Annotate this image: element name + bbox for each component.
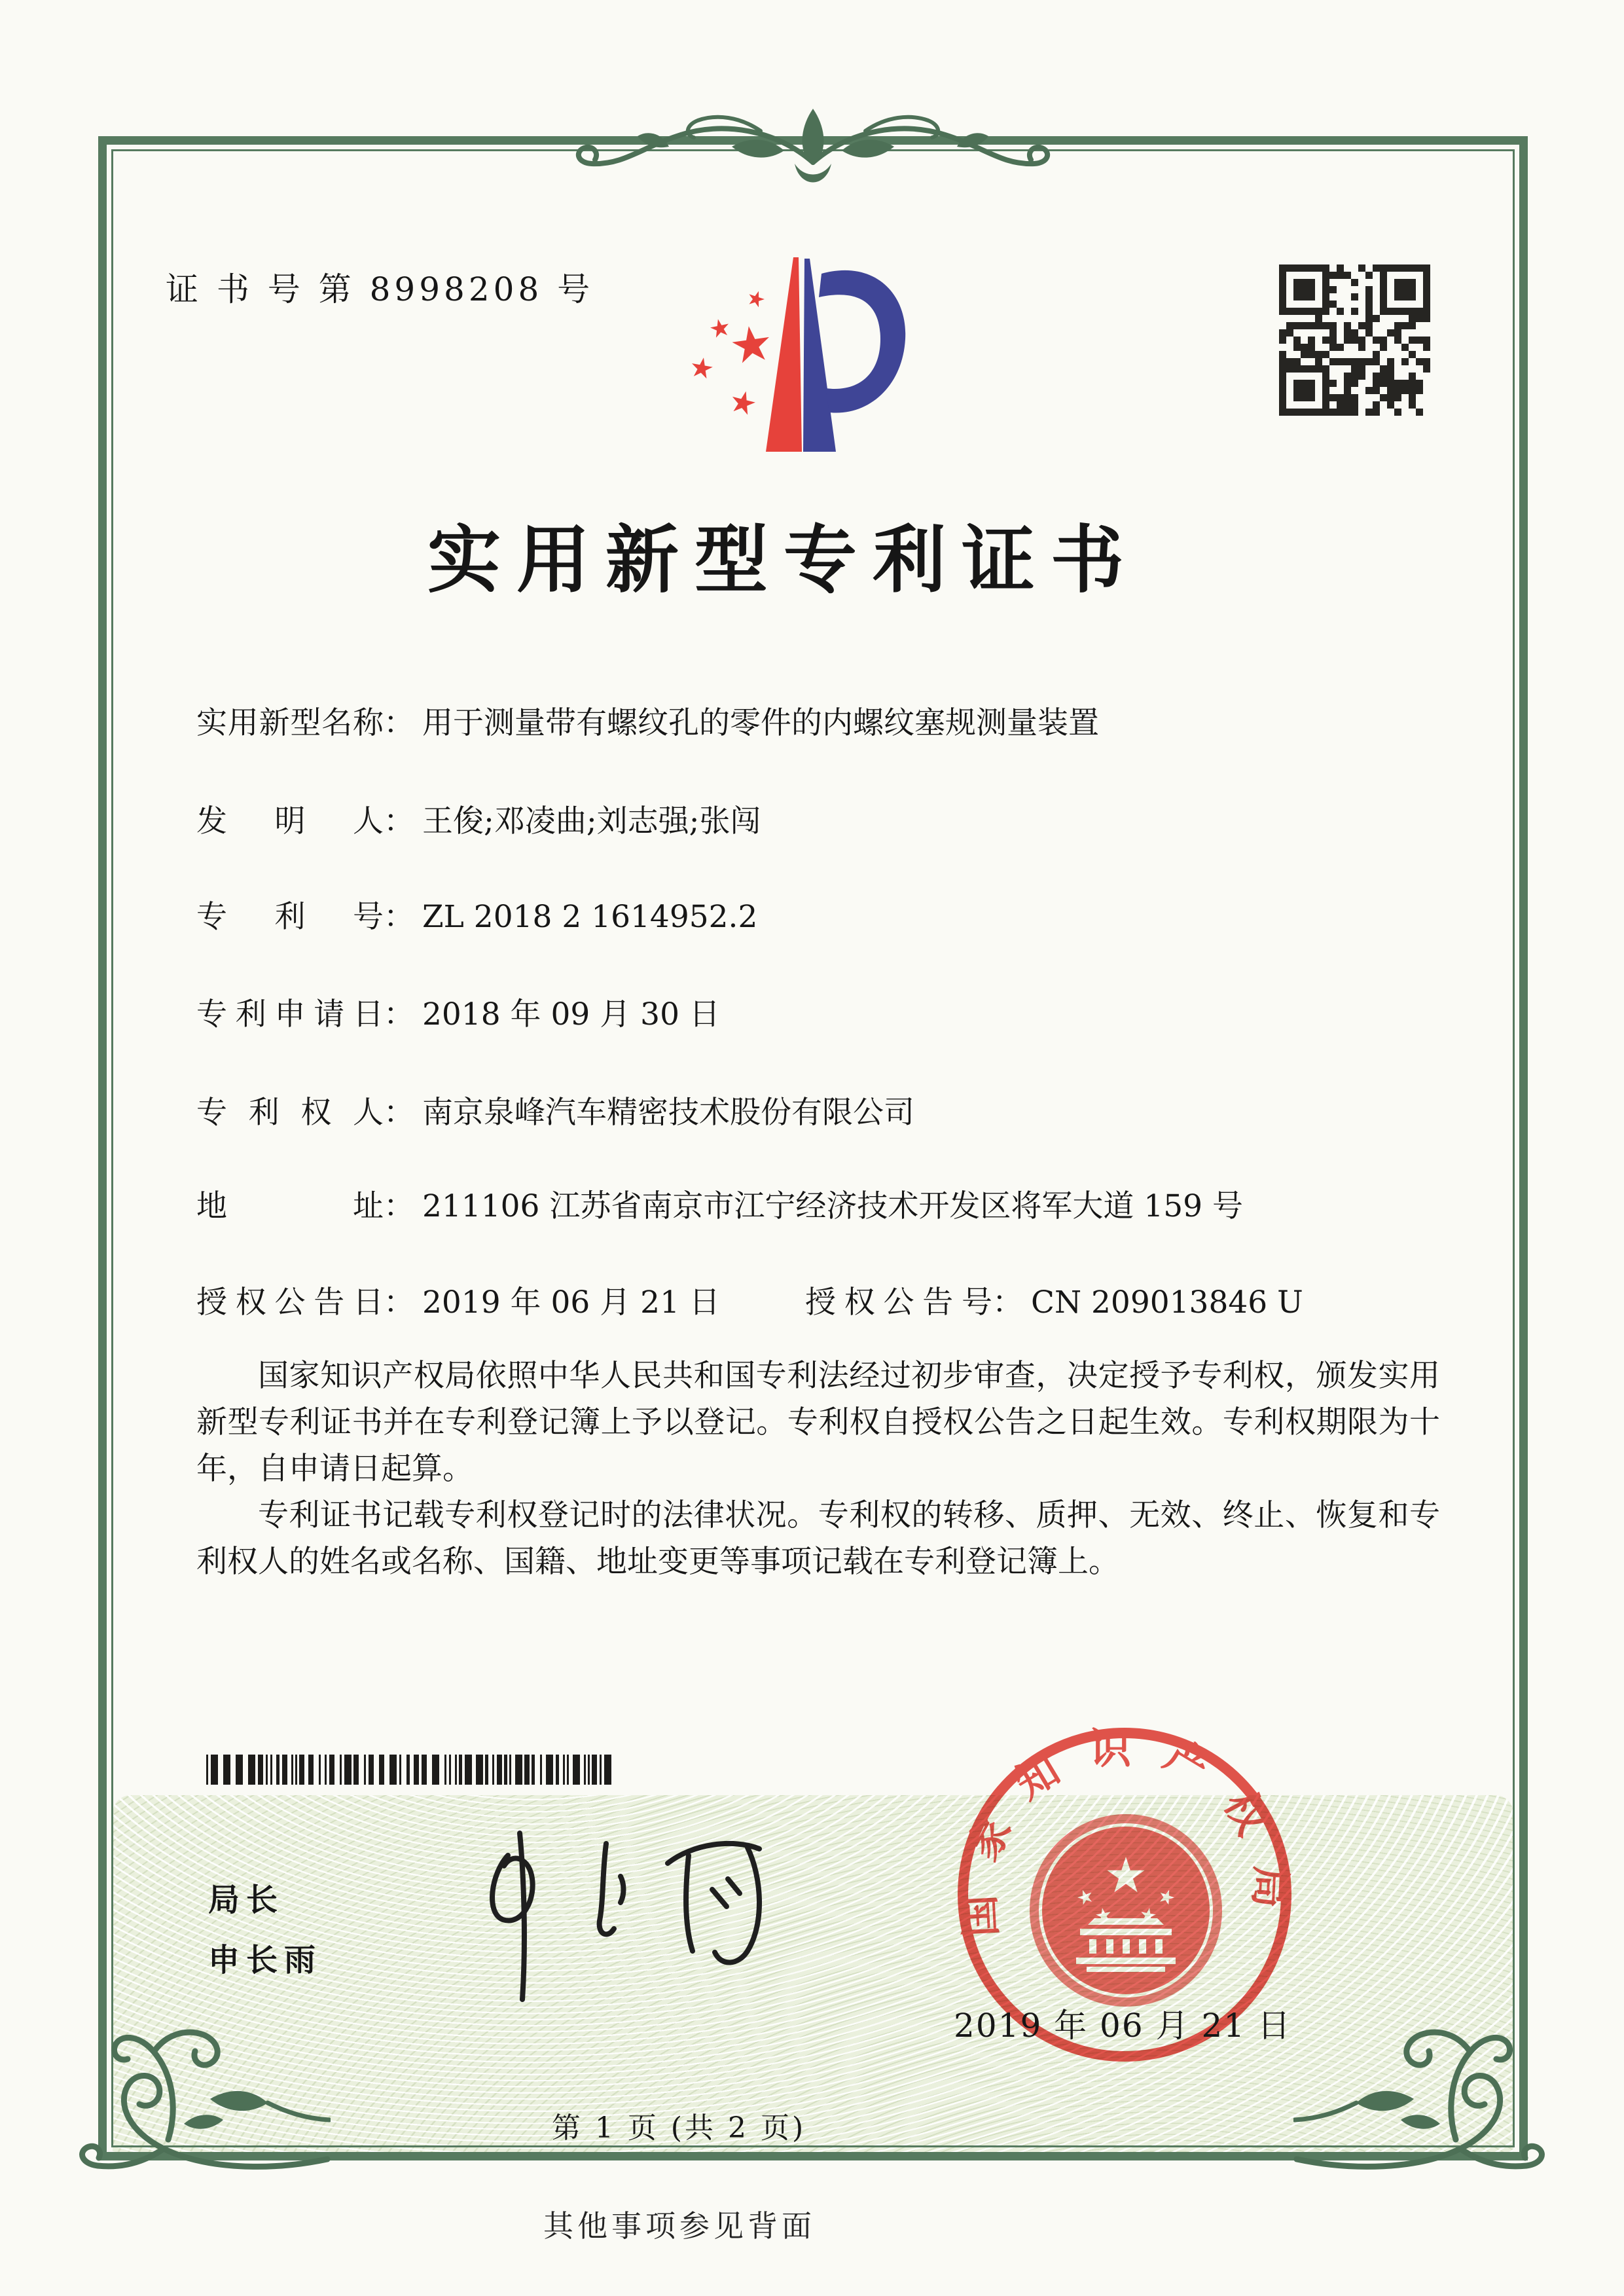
legal-paragraph-2: 专利证书记载专利权登记时的法律状况。专利权的转移、质押、无效、终止、恢复和专利权人的姓名或名称、国籍、地址变更等事项记载在专利登记簿上。 — [196, 1497, 1440, 1580]
director-title: 局长 — [208, 1882, 285, 1918]
field-row-address — [196, 1182, 1243, 1226]
field-label: 专利权人 — [196, 1095, 384, 1131]
corner-flourish-right-icon — [1293, 1984, 1568, 2180]
director-name: 申长雨 — [208, 1942, 323, 1978]
colon: ： — [384, 996, 414, 1032]
field-label: 授权公告号 — [805, 1285, 992, 1321]
field-row-inventors — [196, 797, 761, 841]
field-value: 2018 年 09 月 30 日 — [422, 996, 720, 1032]
field-value: CN 209013846 U — [1031, 1285, 1303, 1321]
field-label: 实用新型名称 — [196, 705, 384, 741]
field-value: 南京泉峰汽车精密技术股份有限公司 — [422, 1095, 914, 1131]
field-value: ZL 2018 2 1614952.2 — [422, 899, 758, 935]
field-value: 用于测量带有螺纹孔的零件的内螺纹塞规测量装置 — [422, 705, 1099, 741]
field-grant-number — [805, 1278, 1303, 1322]
seal-org-text: 国家知识产权局 — [953, 1724, 1296, 1939]
legal-paragraph-1: 国家知识产权局依照中华人民共和国专利法经过初步审查，决定授予专利权，颁发实用新型专利证书并在专利登记簿上予以登记。专利权自授权公告之日起生效。专利权期限为十年，自申请日起算。 — [196, 1358, 1440, 1487]
field-value: 211106 江苏省南京市江宁经济技术开发区将军大道 159 号 — [422, 1188, 1243, 1224]
colon: ： — [384, 899, 414, 935]
page-number: 第 1 页 (共 2 页) — [551, 2111, 806, 2145]
cnipa-logo-icon — [664, 247, 926, 457]
field-label: 授权公告日 — [196, 1285, 384, 1321]
colon: ： — [384, 705, 414, 741]
colon: ： — [384, 1188, 414, 1224]
director-block — [208, 1870, 322, 1990]
colon: ： — [384, 803, 414, 839]
field-label: 专利申请日 — [196, 996, 384, 1032]
colon: ： — [384, 1285, 414, 1321]
colon: ： — [384, 1095, 414, 1131]
field-label: 发明人 — [196, 803, 384, 839]
field-row-patent-number — [196, 892, 757, 936]
certificate-number: 证 书 号 第 8998208 号 — [166, 270, 594, 308]
field-value: 王俊;邓凌曲;刘志强;张闯 — [422, 803, 761, 839]
field-row-patentee — [196, 1088, 914, 1132]
top-crest-ornament-icon — [564, 92, 1062, 203]
field-row-filing-date — [196, 990, 720, 1034]
field-value: 2019 年 06 月 21 日 — [422, 1285, 720, 1321]
certificate-title: 实用新型专利证书 — [427, 517, 1140, 603]
qr-code-icon — [1279, 264, 1430, 416]
director-signature-icon — [452, 1821, 818, 2011]
seal-date: 2019 年 06 月 21 日 — [954, 2007, 1291, 2045]
barcode-icon — [206, 1755, 619, 1785]
corner-flourish-left-icon — [56, 1984, 331, 2180]
field-row-name — [196, 699, 1099, 742]
colon: ： — [992, 1285, 1023, 1321]
field-row-grant-date — [196, 1278, 1303, 1322]
legal-text — [196, 1353, 1440, 1585]
field-label: 地址 — [196, 1188, 384, 1224]
field-label: 专利号 — [196, 899, 384, 935]
national-emblem-icon — [1034, 1819, 1218, 2002]
back-side-note: 其他事项参见背面 — [543, 2208, 816, 2244]
